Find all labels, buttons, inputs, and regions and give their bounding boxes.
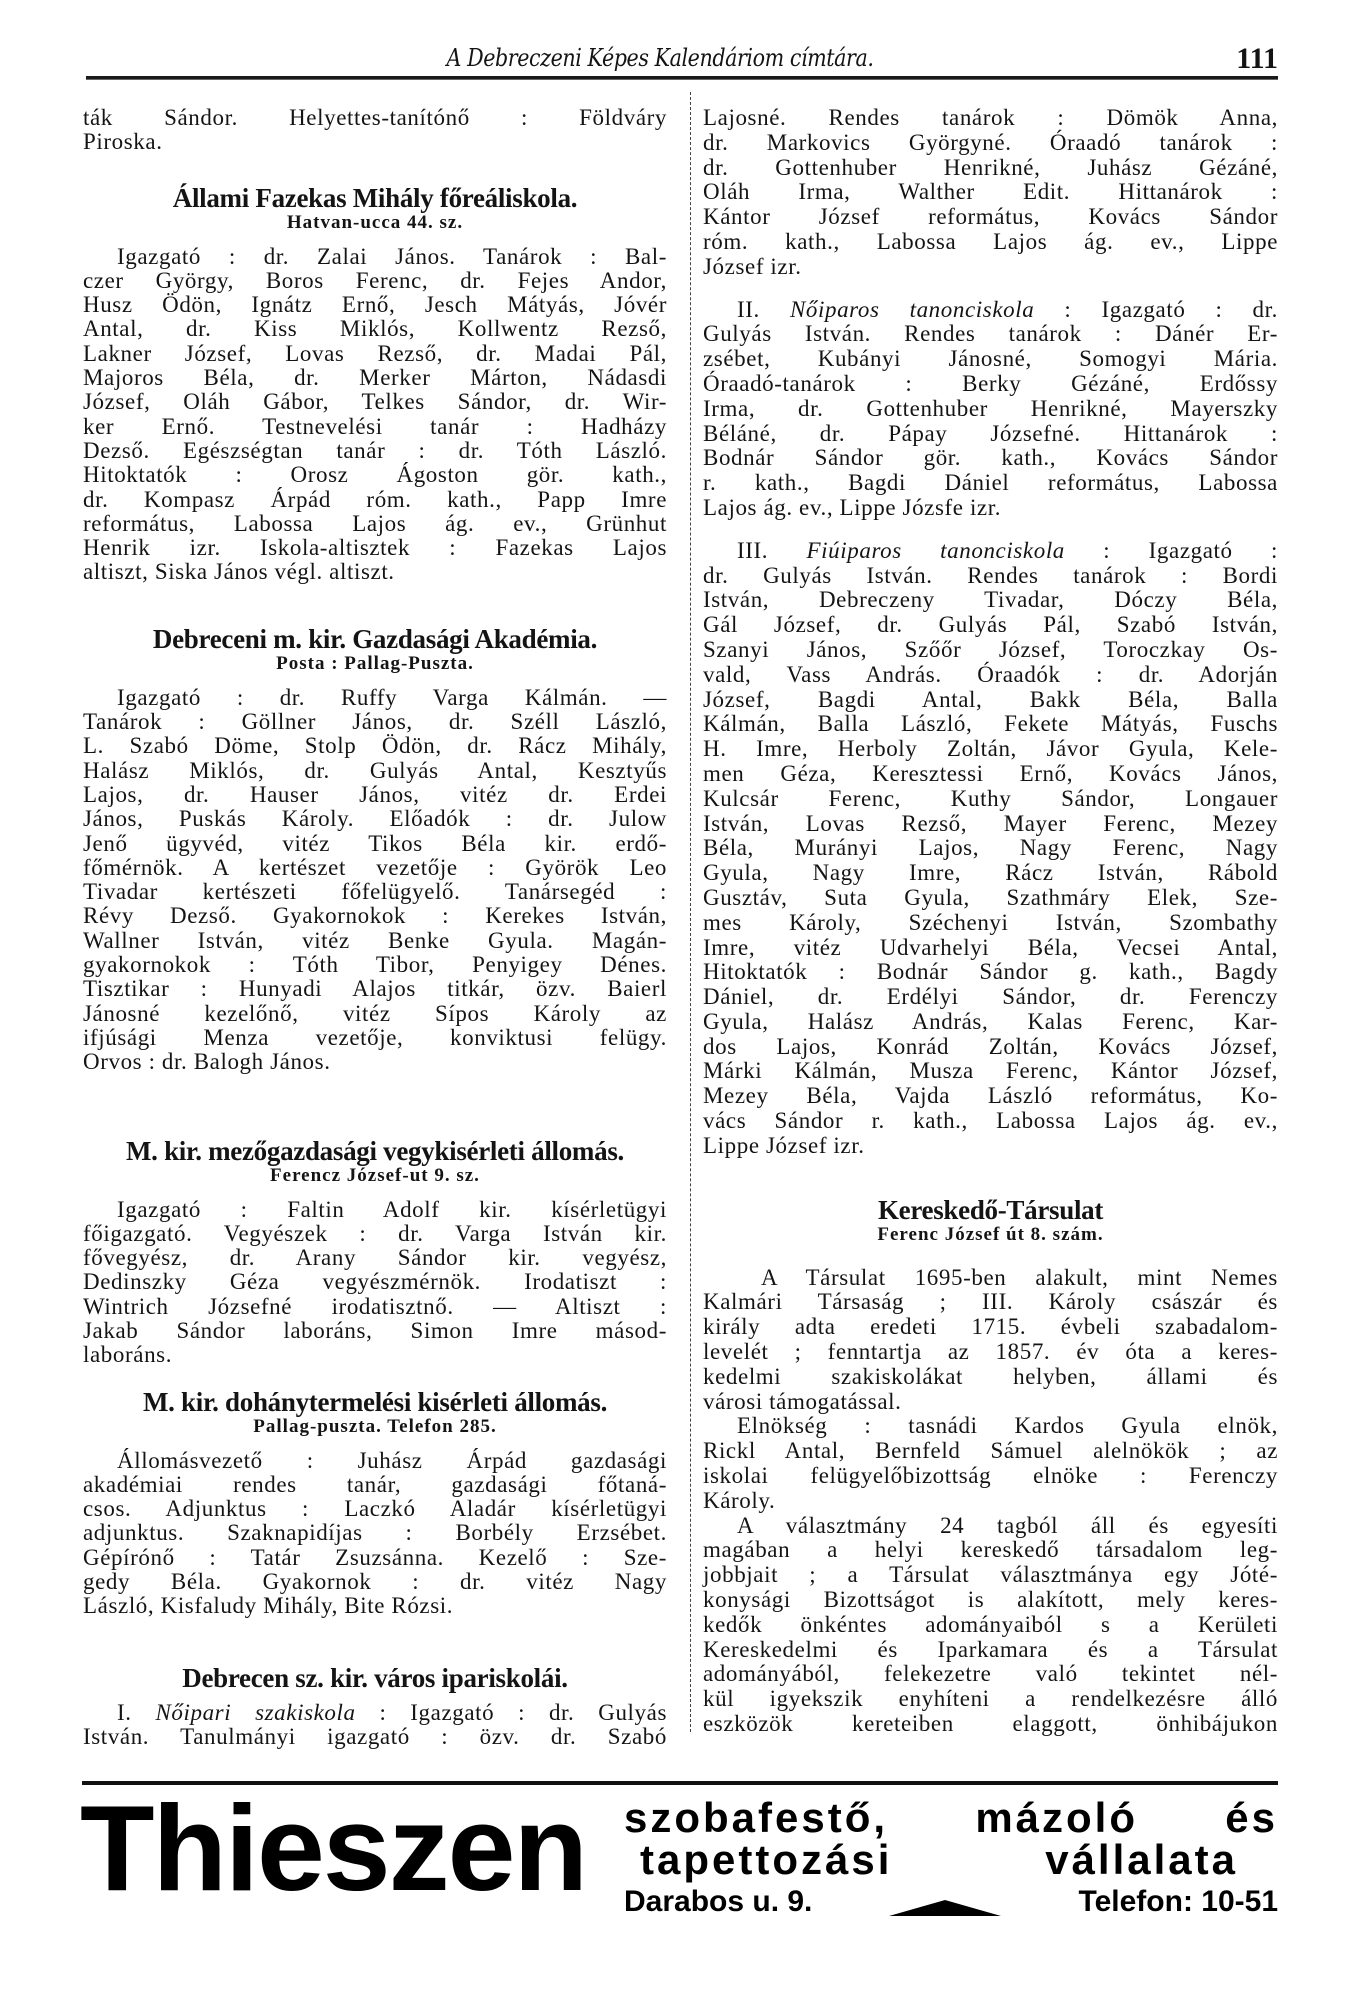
text-line: Rickl Antal, Bernfeld Sámuel alelnökök ; az [703,1438,1278,1464]
text-segment: : Igazgató : dr. [1034,296,1278,322]
text-line: Gyula, Halász András, Kalas Ferenc, Kar- [703,1008,1278,1034]
text-line: dr. Gottenhuber Henrikné, Juhász Gézáné, [703,154,1278,180]
paragraph [83,1701,667,1750]
text-line: Szanyi János, Szőőr József, Toroczkay Os- [703,636,1278,662]
text-line: r. kath., Bagdi Dániel református, Labossa [703,470,1278,496]
text-line: Halász Miklós, dr. Gulyás Antal, Kesztyűs [83,757,667,783]
section-heading: Debreceni m. kir. Gazdasági Akadémia. [152,623,598,654]
text-line: adjunktus. Szaknapidíjas : Borbély Erzsébet. [83,1520,667,1546]
text-line: Kereskedelmi és Iparkamara és a Társulat [703,1636,1278,1662]
text-line: Márki Kálmán, Musza Ferenc, Kántor József, [703,1058,1278,1084]
text-line: Tisztikar : Hunyadi Alajos titkár, özv. Baierl [83,976,667,1002]
text-line: Orvos : dr. Balogh János. [83,1049,331,1075]
advertisement-brand: Thieszen [80,1780,587,1916]
paragraph [703,1514,1278,1737]
text-line: czer György, Boros Ferenc, dr. Fejes Andor, [83,267,667,293]
right-column [703,106,1278,1737]
text-line: Piroska. [83,129,163,155]
text-line: Lajosné. Rendes tanárok : Dömök Anna, [703,105,1278,130]
advertisement-phone: Telefon: 10-51 [1078,1885,1278,1918]
text-line: Kálmán, Balla László, Fekete Mátyás, Fuschs [703,711,1278,737]
text-line: magában a helyi kereskedő társadalom leg- [703,1537,1278,1563]
text-line: ker Ernő. Testnevelési tanár : Hadházy [83,413,667,439]
left-column [83,106,667,1749]
section [83,625,667,1075]
page-number: 111 [1236,42,1278,75]
text-line: Igazgató : dr. Zalai János. Tanárok : Bal- [117,243,667,269]
text-line: eszközök kereteiben elaggott, önhibájukon [703,1711,1278,1737]
text-line [83,1701,667,1725]
text-line: János, Puskás Károly. Előadók : dr. Julow [83,806,667,832]
text-line: gyakornokok : Tóth Tibor, Penyigey Dénes. [83,952,667,978]
text-line: dr. Markovics Györgyné. Óraadó tanárok : [703,129,1278,155]
text-line: Irma, dr. Gottenhuber Henrikné, Mayerszky [703,395,1278,421]
text-line: csos. Adjunktus : Laczkó Aladár kísérletügyi [83,1496,667,1522]
text-line: A Társulat 1695-ben alakult, mint Nemes [761,1264,1278,1290]
text-line: dr. Kompasz Árpád róm. kath., Papp Imre [83,486,667,512]
text-line: kedelmi szakiskolákat helyben, állami és [703,1363,1278,1389]
paragraph [703,106,1278,280]
section-address: Posta : Pallag-Puszta. [276,652,474,674]
text-line: Antal, dr. Kiss Miklós, Kollwentz Rezső, [83,316,667,342]
paragraph [703,1414,1278,1513]
text-line: Dániel, dr. Erdélyi Sándor, dr. Ferenczy [703,984,1278,1010]
running-header-title: A Debreczeni Képes Kalendáriom címtára. [446,44,874,72]
text-line: Jánosné kezelőnő, vitéz Sípos Károly az [83,1000,667,1026]
text-line: Állomásvezető : Juhász Árpád gazdasági [117,1447,667,1473]
text-line: dos Lajos, Konrád Zoltán, Kovács József, [703,1033,1278,1059]
text-line: A választmány 24 tagból áll és egyesíti [737,1512,1278,1538]
advertisement-tagline-2: tapettozási vállalata [640,1836,1238,1883]
text-line: Tanárok : Göllner János, dr. Széll László, [83,709,667,735]
text-line: Elnökség : tasnádi Kardos Gyula elnök, [737,1413,1278,1439]
section [703,106,1278,1159]
text-line: adományából, felekezetre való tekintet nél- [703,1661,1278,1687]
header-rule [86,76,1278,80]
text-line: dr. Gulyás István. Rendes tanárok : Bordi [703,562,1278,588]
text-line: ták Sándor. Helyettes-tanítónő : Földváry [83,105,667,130]
text-segment: I. [117,1699,156,1725]
text-line: Óraadó-tanárok : Berky Gézáné, Erdőssy [703,370,1278,396]
paragraph [83,245,667,585]
text-line: József, Oláh Gábor, Telkes Sándor, dr. Wir- [83,389,667,415]
text-line: Hitoktatók : Bodnár Sándor g. kath., Bagdy [703,959,1278,985]
text-line: konysági Bizottságot is alakított, mely keres- [703,1587,1278,1613]
text-line: jobbjait ; a Társulat választmánya egy Jóté- [703,1562,1278,1588]
text-segment: : Igazgató : dr. Gulyás [355,1699,667,1725]
text-line [703,539,1278,564]
text-line: Henrik izr. Iskola-altisztek : Fazekas Lajos [83,535,667,561]
text-line: Kántor József református, Kovács Sándor [703,204,1278,230]
text-segment: : Igazgató : [1064,537,1278,563]
text-line: Gépírónő : Tatár Zsuzsánna. Kezelő : Sze- [83,1544,667,1570]
text-line: Mezey Béla, Vajda László református, Ko- [703,1083,1278,1109]
italic-school-name: Nőiparos tanonciskola [789,296,1035,322]
text-line: altiszt, Siska János végl. altiszt. [83,559,395,585]
text-line: iskolai felügyelőbizottság elnöke : Ferenczy [703,1463,1278,1489]
text-line: laboráns. [83,1342,173,1368]
text-line [703,298,1278,323]
paragraph [703,298,1278,521]
section [83,1388,667,1619]
text-line: Igazgató : Faltin Adolf kir. kísérletügyi [117,1196,667,1222]
text-line: István, Lovas Rezső, Mayer Ferenc, Mezey [703,810,1278,836]
text-line: Dedinszky Géza vegyészmérnök. Irodatiszt : [83,1269,667,1295]
text-line: Kalmári Társaság ; III. Károly császár és [703,1289,1278,1315]
text-line: király adta eredeti 1715. évbeli szabadalom- [703,1314,1278,1340]
text-line: Igazgató : dr. Ruffy Varga Kálmán. — [117,684,667,710]
text-line: ifjúsági Menza vezetője, konviktusi felügy. [83,1024,667,1050]
advertisement-tagline-1: szobafestő, mázoló és [624,1794,1278,1841]
text-line: Béláné, dr. Pápay Józsefné. Hittanárok : [703,420,1278,446]
text-line: Hitoktatók : Orosz Ágoston gör. kath., [83,462,667,488]
text-line: István, Debreczeny Tivadar, Dóczy Béla, [703,587,1278,613]
text-line: L. Szabó Döme, Stolp Ödön, dr. Rácz Mihály, [83,733,667,759]
text-line: Lakner József, Lovas Rezső, dr. Madai Pál, [83,340,667,366]
column-divider [690,92,691,1732]
section-address: Ferencz József-ut 9. sz. [270,1164,480,1186]
text-line: Imre, vitéz Udvarhelyi Béla, Vecsei Antal, [703,934,1278,960]
text-line: Gulyás István. Rendes tanárok : Dánér Er- [703,321,1278,347]
text-line: Gusztáv, Suta Gyula, Szathmáry Elek, Sze- [703,884,1278,910]
italic-school-name: Fiúiparos tanonciskola [806,537,1065,563]
text-line: kül igyekszik enyhíteni a rendelkezésre álló [703,1686,1278,1712]
text-line: Tivadar kertészeti főfelügyelő. Tanársegéd : [83,879,667,905]
advertisement-address: Darabos u. 9. [624,1885,813,1918]
section-heading: Állami Fazekas Mihály főreáliskola. [172,182,578,213]
text-line: Husz Ödön, Ignátz Ernő, Jesch Mátyás, Jóvér [83,292,667,318]
text-line: József, Bagdi Antal, Bakk Béla, Balla [703,686,1278,712]
text-line: fővegyész, dr. Arany Sándor kir. vegyész, [83,1245,667,1271]
text-line: men Géza, Keresztessi Ernő, Kovács János, [703,760,1278,786]
section-address: Hatvan-ucca 44. sz. [286,211,464,233]
text-line: Majoros Béla, dr. Merker Márton, Nádasdi [83,365,667,391]
section [83,106,667,155]
text-line: Dezső. Egészségtan tanár : dr. Tóth László. [83,437,667,463]
text-line: főigazgató. Vegyészek : dr. Varga István kir. [83,1220,667,1246]
text-line: kedők önkéntes adományaiból s a Kerületi [703,1611,1278,1637]
text-line: Gyula, Nagy Imre, Rácz István, Rábold [703,860,1278,886]
text-line: vács Sándor r. kath., Labossa Lajos ág. ev., [703,1108,1278,1134]
paragraph [83,106,667,155]
section-heading: Kereskedő-Társulat [877,1194,1104,1225]
section [703,1196,1278,1737]
paragraph [83,1198,667,1368]
advertisement-contact [624,1884,1278,1920]
text-line: Gál József, dr. Gulyás Pál, Szabó István, [703,612,1278,638]
text-line: róm. kath., Labossa Lajos ág. ev., Lippe [703,228,1278,254]
paragraph [703,1266,1278,1415]
text-line: Wintrich Józsefné irodatisztnő. — Altiszt : [83,1293,667,1319]
text-line: Lippe József izr. [703,1132,865,1158]
triangle-ornament-icon [889,1900,1001,1916]
text-line: Jenő ügyvéd, vitéz Tikos Béla kir. erdő- [83,830,667,856]
text-line: Wallner István, vitéz Benke Gyula. Magán- [83,927,667,953]
section [83,184,667,585]
text-line: István. Tanulmányi igazgató : özv. dr. Szabó [83,1723,667,1749]
section-address: Pallag-puszta. Telefon 285. [253,1415,497,1437]
text-line: H. Imre, Herboly Zoltán, Jávor Gyula, Kele- [703,736,1278,762]
text-line: Bodnár Sándor gör. kath., Kovács Sándor [703,445,1278,471]
text-line: gedy Béla. Gyakornok : dr. vitéz Nagy [83,1569,667,1595]
text-line: Lajos ág. ev., Lippe Józsfe izr. [703,494,1002,520]
text-line: akadémiai rendes tanár, gazdasági főtaná- [83,1471,667,1497]
text-segment: III. [737,537,807,563]
text-line: Lajos, dr. Hauser János, vitéz dr. Erdei [83,781,667,807]
text-line: vald, Vass András. Óraadók : dr. Adorján [703,661,1278,687]
section-heading: Debrecen sz. kir. város ipariskolái. [182,1662,568,1693]
section [83,1137,667,1368]
text-line: városi támogatással. [703,1388,902,1414]
text-segment: II. [737,296,790,322]
section [83,1664,667,1750]
text-line: mes Károly, Széchenyi István, Szombathy [703,909,1278,935]
text-line: Béla, Murányi Lajos, Nagy Ferenc, Nagy [703,835,1278,861]
text-line: zsébet, Kubányi Jánosné, Somogyi Mária. [703,346,1278,372]
paragraph [703,539,1278,1159]
text-line: Oláh Irma, Walther Edit. Hittanárok : [703,179,1278,205]
paragraph [83,1449,667,1619]
section-address: Ferenc József út 8. szám. [877,1223,1104,1245]
text-line: József izr. [703,253,802,279]
text-line: László, Kisfaludy Mihály, Bite Rózsi. [83,1593,454,1619]
section-heading: M. kir. dohánytermelési kisérleti állomás. [142,1386,608,1417]
text-line: Révy Dezső. Gyakornokok : Kerekes István, [83,903,667,929]
text-line: Jakab Sándor laboráns, Simon Imre másod- [83,1317,667,1343]
text-line: Károly. [703,1487,776,1513]
italic-school-name: Nőipari szakiskola [155,1699,356,1725]
text-line: főmérnök. A kertészet vezetője : Györök Leo [83,854,667,880]
text-line: református, Labossa Lajos ág. ev., Grünhut [83,510,667,536]
text-line: Kulcsár Ferenc, Kuthy Sándor, Longauer [703,785,1278,811]
section-heading: M. kir. mezőgazdasági vegykisérleti állomás. [126,1135,624,1166]
paragraph [83,686,667,1075]
text-line: levelét ; fenntartja az 1857. év óta a keres- [703,1339,1278,1365]
